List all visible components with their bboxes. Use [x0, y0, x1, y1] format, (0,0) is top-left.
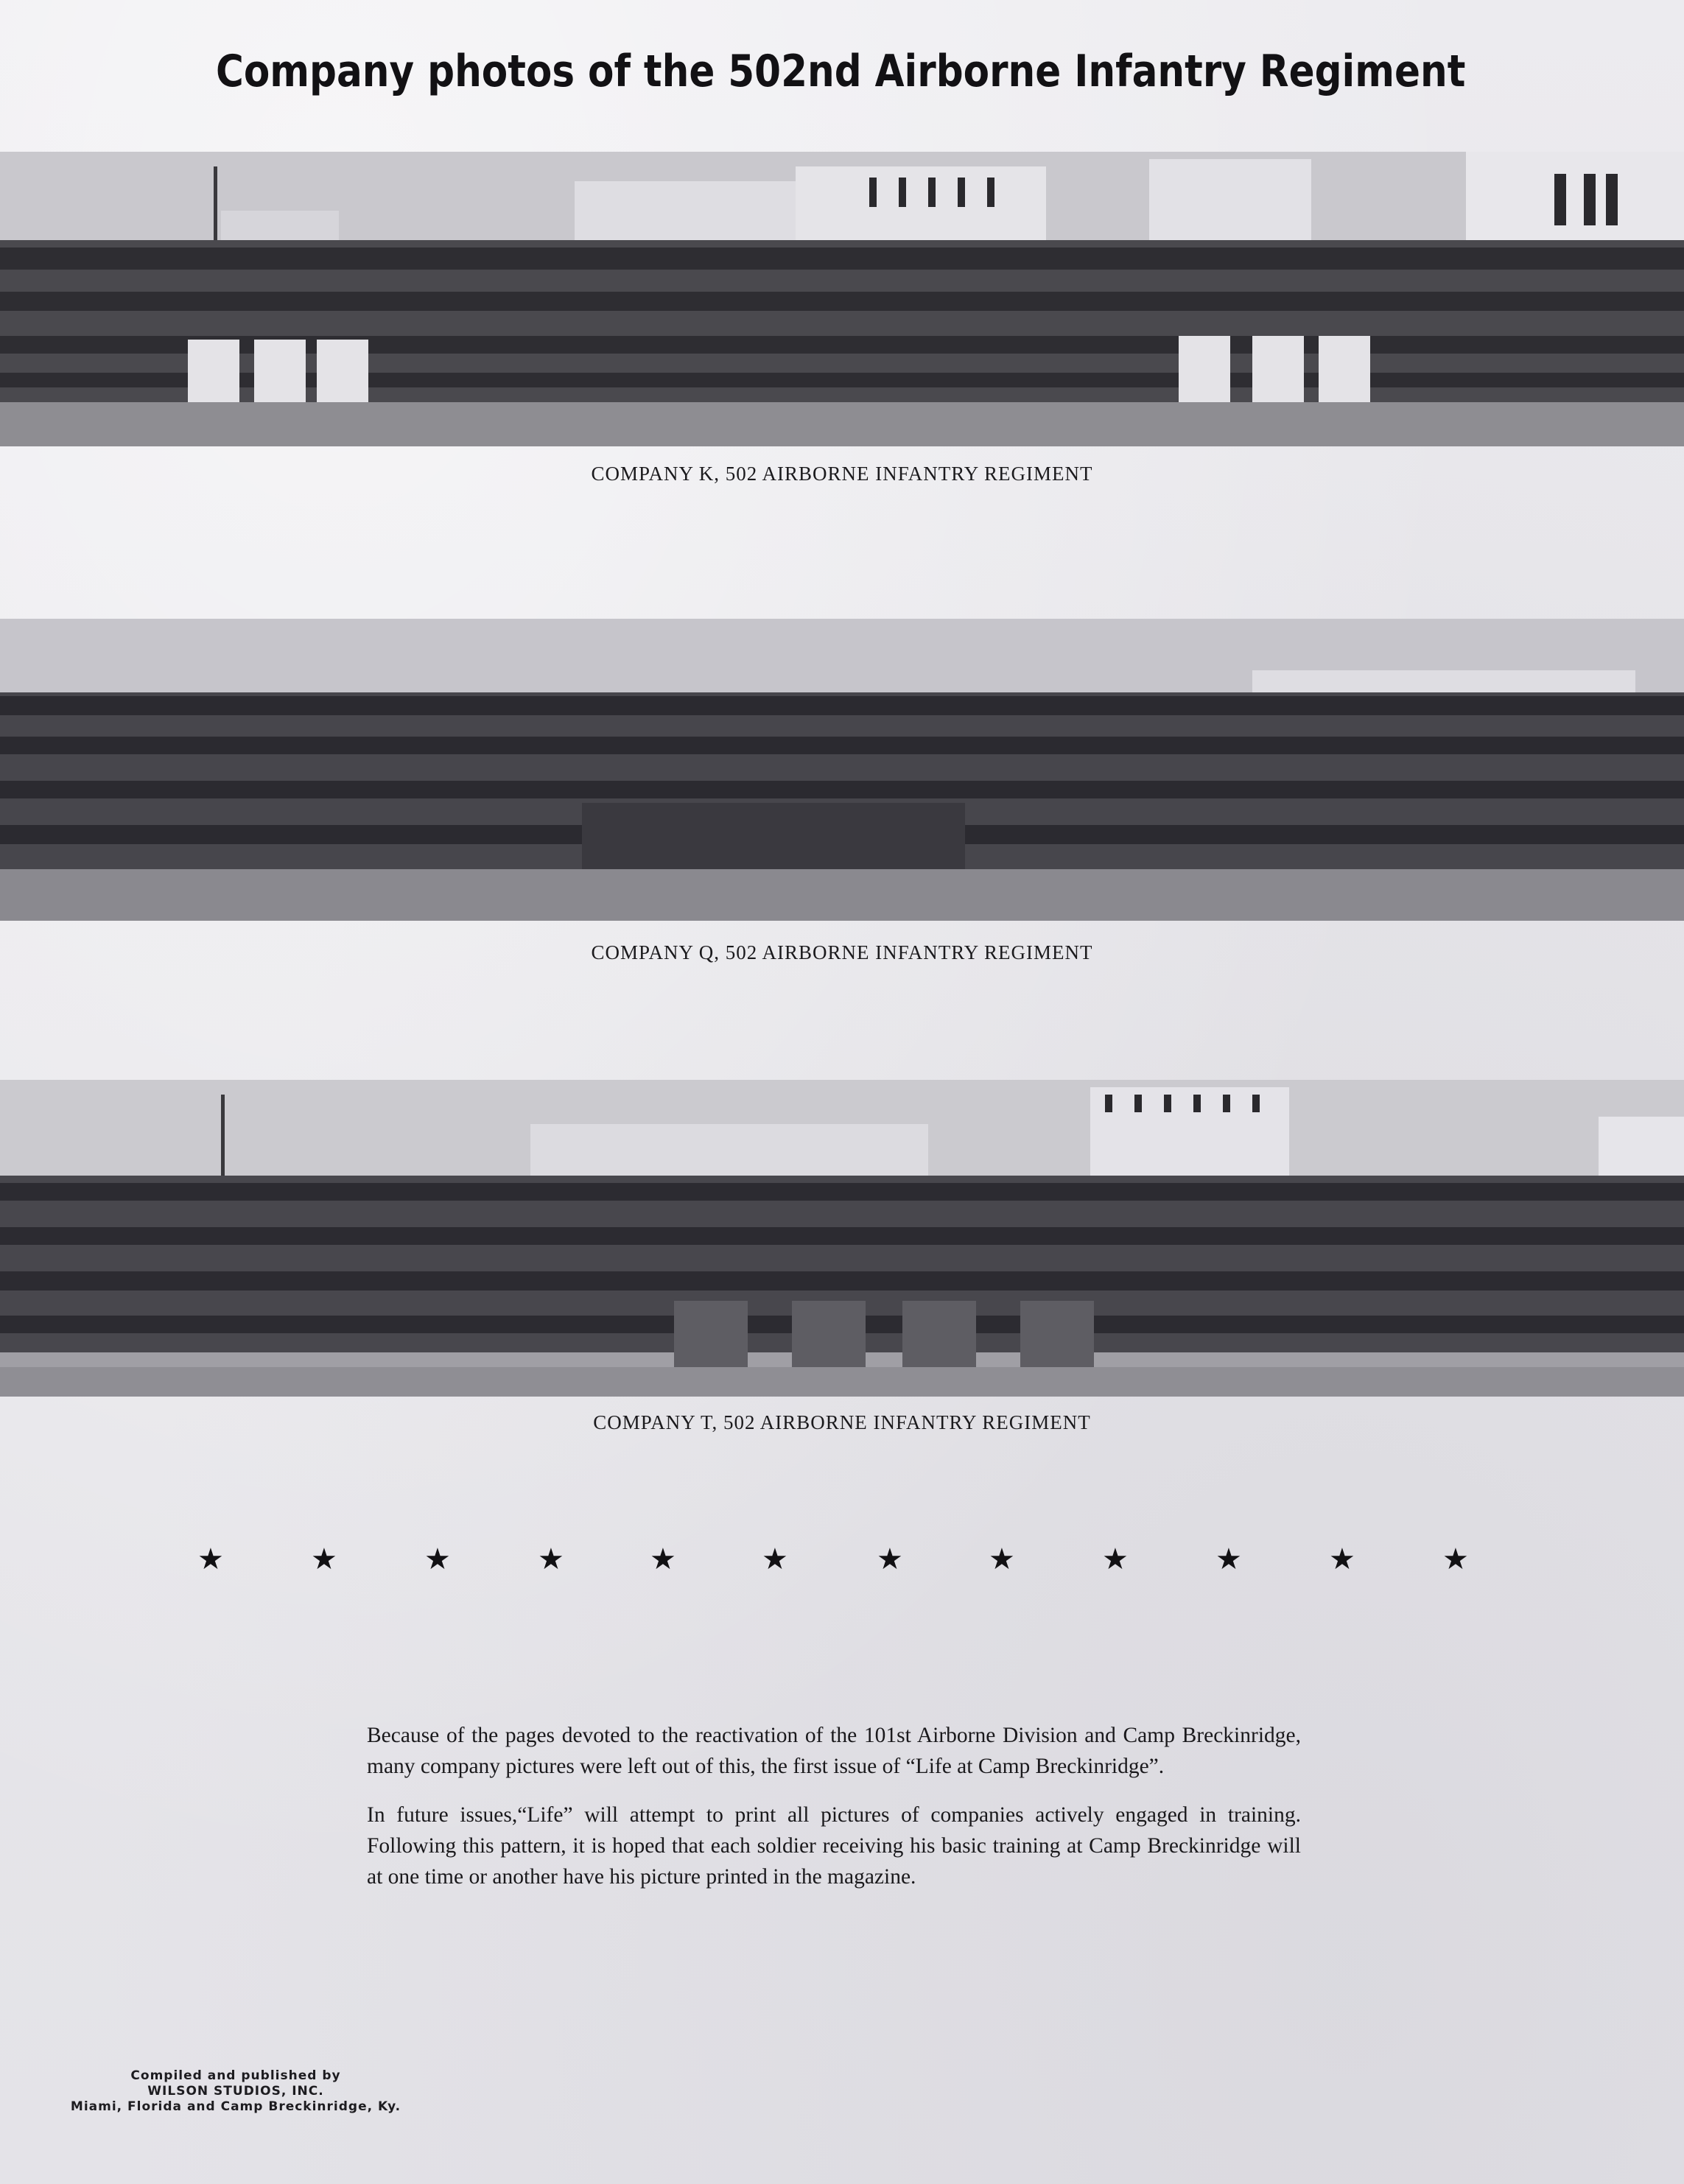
star-icon: ★	[989, 1542, 1015, 1576]
company-t-photo-image	[0, 1080, 1684, 1397]
editorial-paragraph-1: Because of the pages devoted to the reactivation of the 101st Airborne Division and Camp Breckinridge, many company pictures were left out of this, the first issue of “Life at Camp Breckinridge”.	[367, 1724, 1301, 1778]
publisher-colophon	[44, 2068, 427, 2115]
star-icon: ★	[1329, 1542, 1355, 1576]
colophon-line-1: Compiled and published by	[130, 2068, 341, 2083]
star-icon: ★	[1442, 1542, 1469, 1576]
star-divider	[169, 1541, 1518, 1578]
colophon-line-3: Miami, Florida and Camp Breckinridge, Ky.	[70, 2099, 401, 2114]
star-icon: ★	[1102, 1542, 1129, 1576]
star-icon: ★	[197, 1542, 224, 1576]
star-icon: ★	[877, 1542, 903, 1576]
star-icon: ★	[1215, 1542, 1242, 1576]
company-k-photo-image	[0, 137, 1684, 446]
star-icon: ★	[424, 1542, 451, 1576]
company-q-photo	[0, 611, 1684, 921]
company-t-caption: COMPANY T, 502 AIRBORNE INFANTRY REGIMENT	[593, 1411, 1091, 1433]
star-icon: ★	[538, 1542, 564, 1576]
star-icon: ★	[311, 1542, 337, 1576]
star-icon: ★	[650, 1542, 676, 1576]
editorial-note	[367, 1720, 1301, 1910]
company-q-caption: COMPANY Q, 502 AIRBORNE INFANTRY REGIMENT	[591, 941, 1093, 963]
company-t-photo	[0, 1080, 1684, 1397]
colophon-line-2: WILSON STUDIOS, INC.	[147, 2084, 324, 2099]
editorial-paragraph-2: In future issues,“Life” will attempt to print all pictures of companies actively engaged in training. Following this pattern, it is hoped that each soldier receiving his basic training at Camp Breckinridge will at one time or another have his picture printed in the magazine.	[367, 1803, 1301, 1889]
company-k-caption: COMPANY K, 502 AIRBORNE INFANTRY REGIMENT	[591, 463, 1093, 485]
company-q-photo-image	[0, 611, 1684, 921]
star-icon: ★	[762, 1542, 788, 1576]
company-k-photo	[0, 137, 1684, 446]
page-title: Company photos of the 502nd Airborne Infantry Regiment	[215, 46, 1466, 97]
